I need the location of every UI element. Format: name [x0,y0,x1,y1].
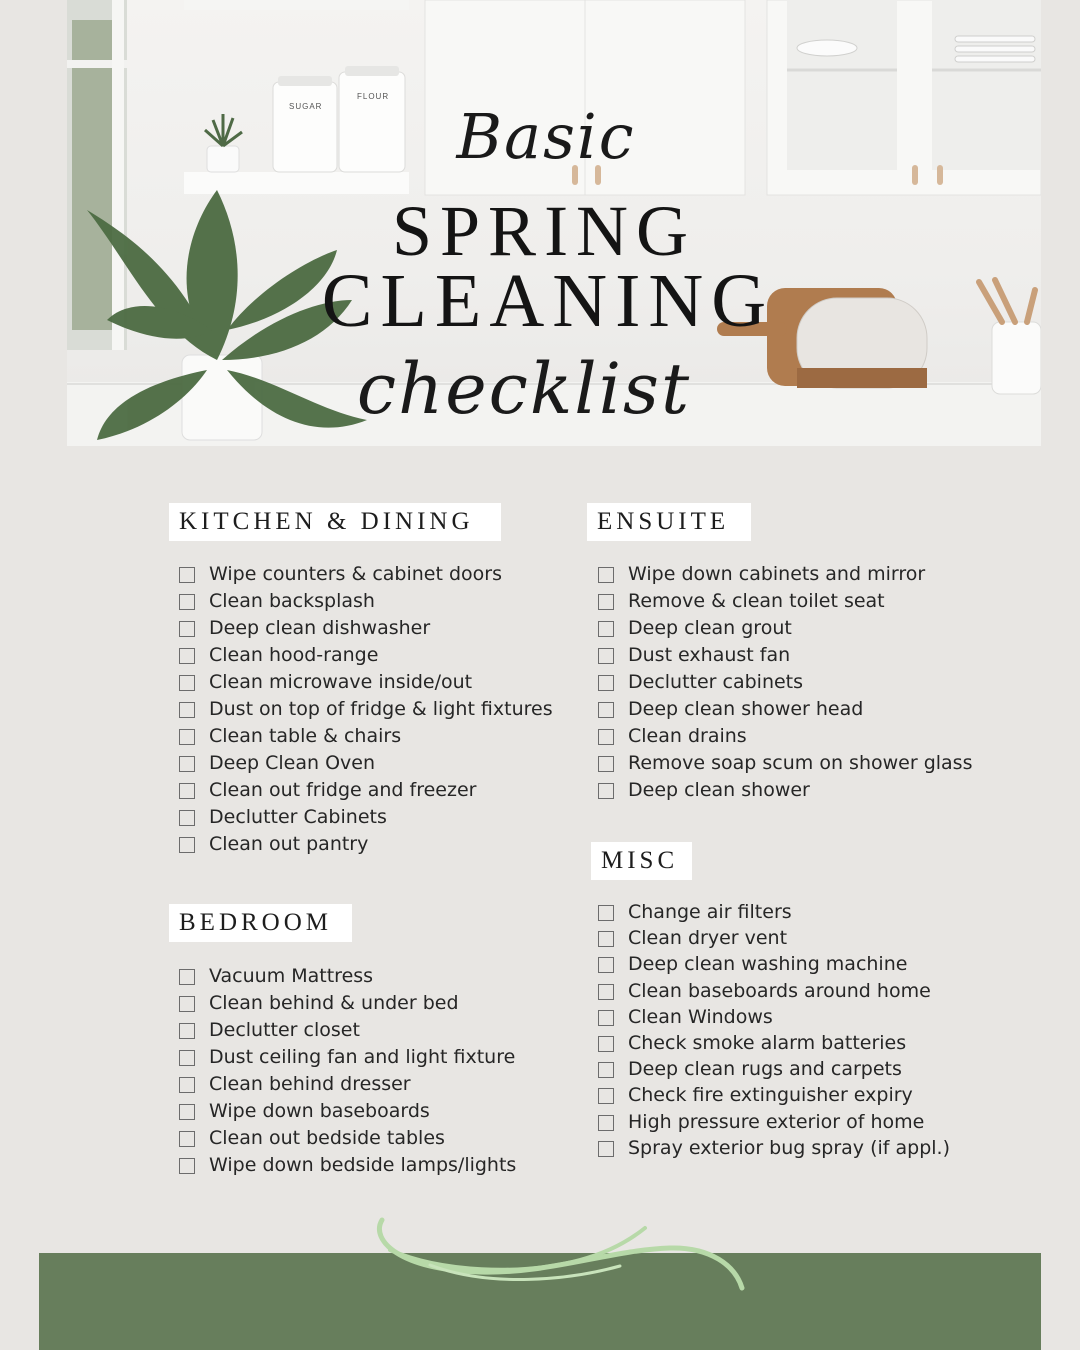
checkbox[interactable] [179,1077,195,1093]
item-label: Clean drains [628,725,747,747]
item-label: Declutter Cabinets [209,806,387,828]
checklist-item [598,1135,950,1161]
section-title-bedroom: BEDROOM [169,904,352,942]
checkbox[interactable] [179,648,195,664]
checklist-item [598,1082,950,1108]
section-bedroom [169,904,352,942]
item-label: Clean dryer vent [628,927,788,950]
item-label: Check fire extinguisher expiry [628,1084,913,1107]
item-label: Deep Clean Oven [209,752,375,774]
hero-photo [67,0,1041,446]
checkbox[interactable] [179,621,195,637]
checkbox[interactable] [179,702,195,718]
checkbox[interactable] [179,729,195,745]
item-label: Deep clean shower [628,779,810,801]
item-label: Clean behind dresser [209,1073,411,1095]
checklist-item [598,723,972,750]
checkbox[interactable] [179,969,195,985]
checkbox[interactable] [179,1050,195,1066]
checklist-item [598,750,972,777]
item-label: Remove soap scum on shower glass [628,752,973,774]
title-spring: SPRING [391,191,697,271]
checklist-item [598,642,972,669]
checkbox[interactable] [598,1062,614,1078]
checklist-item [598,588,972,615]
item-label: Dust exhaust fan [628,644,791,666]
item-label: High pressure exterior of home [628,1110,925,1133]
section-misc [591,842,692,880]
item-label: Wipe counters & cabinet doors [209,563,503,585]
item-label: Deep clean dishwasher [209,617,431,639]
checklist-item [598,1030,950,1056]
checklist-item [598,615,972,642]
checklist-item [598,1109,950,1135]
item-label: Clean baseboards around home [628,979,931,1002]
checkbox[interactable] [598,1088,614,1104]
item-label: Clean Windows [628,1005,773,1028]
checklist-item [598,899,950,925]
checklist-item [179,777,553,804]
item-label: Clean hood-range [209,644,379,666]
checklist-item [598,951,950,977]
item-label: Wipe down bedside lamps/lights [209,1154,517,1176]
checklist-item [598,978,950,1004]
checkbox[interactable] [598,957,614,973]
checklist-item [179,669,553,696]
item-label: Deep clean rugs and carpets [628,1058,902,1081]
item-label: Clean out pantry [209,833,369,855]
checkbox[interactable] [598,675,614,691]
checklist-item [179,750,553,777]
section-kitchen-dining [169,503,501,541]
checkbox[interactable] [598,702,614,718]
checklist-item [179,1152,516,1179]
checklist-item [598,1004,950,1030]
checklist-item [598,777,972,804]
checklist-item [179,615,553,642]
checklist-item [179,1098,516,1125]
checkbox[interactable] [179,567,195,583]
checkbox[interactable] [598,648,614,664]
checklist-item [179,642,553,669]
section-title-misc: MISC [591,842,692,880]
title-checklist-script: checklist [356,348,692,430]
item-label: Wipe down baseboards [209,1100,430,1122]
item-label: Dust ceiling fan and light fixture [209,1046,516,1068]
item-label: Check smoke alarm batteries [628,1031,907,1054]
checkbox[interactable] [598,594,614,610]
bedroom-checklist [179,963,516,1179]
checkbox[interactable] [179,594,195,610]
item-label: Clean out bedside tables [209,1127,445,1149]
checklist-item [179,990,516,1017]
checklist-item [179,723,553,750]
canister-sugar-label: SUGAR [289,102,323,111]
item-label: Deep clean shower head [628,698,864,720]
checkbox[interactable] [598,729,614,745]
checklist-item [179,561,553,588]
item-label: Dust on top of fridge & light fixtures [209,698,553,720]
checkbox[interactable] [179,1131,195,1147]
misc-checklist [598,899,950,1161]
section-title-kitchen: KITCHEN & DINING [169,503,501,541]
item-label: Clean behind & under bed [209,992,459,1014]
item-label: Change air filters [628,901,792,923]
item-label: Declutter cabinets [628,671,804,693]
checkbox[interactable] [598,621,614,637]
checkbox[interactable] [598,783,614,799]
checkbox[interactable] [598,756,614,772]
checklist-item [179,588,553,615]
checkbox[interactable] [598,1141,614,1157]
checkbox[interactable] [598,567,614,583]
checklist-item [179,1017,516,1044]
checkbox[interactable] [179,996,195,1012]
item-label: Wipe down cabinets and mirror [628,563,926,585]
checkbox[interactable] [179,675,195,691]
checkbox[interactable] [179,783,195,799]
item-label: Vacuum Mattress [209,965,374,987]
item-label: Clean microwave inside/out [209,671,473,693]
item-label: Remove & clean toilet seat [628,590,885,612]
checklist-item [179,963,516,990]
checkbox[interactable] [598,931,614,947]
item-label: Spray exterior bug spray (if appl.) [628,1136,950,1159]
checklist-item [179,831,553,858]
item-label: Deep clean washing machine [628,953,908,976]
checklist-item [179,696,553,723]
checklist-item [179,804,553,831]
item-label: Deep clean grout [628,617,792,639]
checkbox[interactable] [598,1115,614,1131]
checkbox[interactable] [598,984,614,1000]
checkbox[interactable] [598,1010,614,1026]
decorative-swirl-icon [370,1210,750,1300]
ensuite-checklist [598,561,972,804]
canister-flour-label: FLOUR [357,92,390,101]
checklist-item [598,669,972,696]
checkbox[interactable] [598,1036,614,1052]
checkbox[interactable] [179,756,195,772]
section-title-ensuite: ENSUITE [587,503,751,541]
title-basic-script: Basic [456,100,636,173]
checkbox[interactable] [179,1158,195,1174]
checklist-item [598,925,950,951]
checkbox[interactable] [598,905,614,921]
kitchen-checklist [179,561,553,858]
checkbox[interactable] [179,1023,195,1039]
checkbox[interactable] [179,837,195,853]
checkbox[interactable] [179,810,195,826]
checklist-item [598,561,972,588]
title-cleaning: CLEANING [321,259,775,343]
checkbox[interactable] [179,1104,195,1120]
checklist-item [179,1044,516,1071]
checklist-item [598,696,972,723]
item-label: Clean out fridge and freezer [209,779,477,801]
item-label: Declutter closet [209,1019,360,1041]
item-label: Clean backsplash [209,590,375,612]
section-ensuite [587,503,751,541]
checklist-item [598,1056,950,1082]
checklist-item [179,1125,516,1152]
item-label: Clean table & chairs [209,725,402,747]
checklist-item [179,1071,516,1098]
